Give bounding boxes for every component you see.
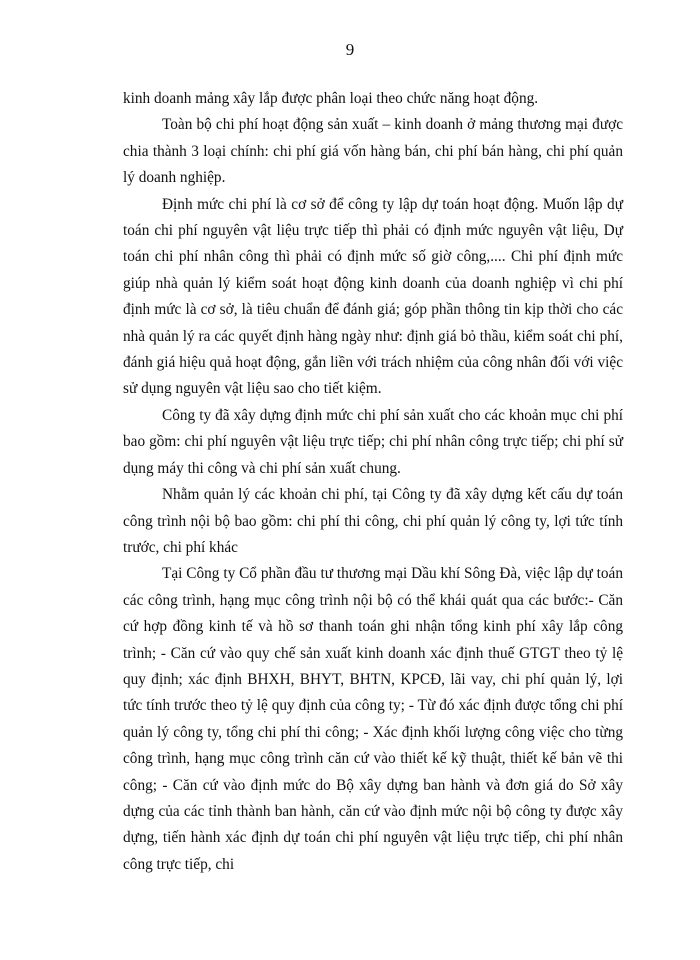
paragraph-cost-norms: Định mức chi phí là cơ sở để công ty lập dự toán hoạt động. Muốn lập dự toán chi phí nguyên vật liệu trực tiếp thì phải có định mức nguyên vật liệu, Dự toán chi phí nhân công thì phải có định mức số giờ công,.... Chi phí định mức giúp nhà quản lý kiểm soát hoạt động kinh doanh của doanh nghiệp vì chi phí định mức là cơ sở, là tiêu chuẩn để đánh giá; góp phần thông tin kịp thời cho các nhà quản lý ra các quyết định hàng ngày như: định giá bỏ thầu, kiểm soát chi phí, đánh giá hiệu quả hoạt động, gắn liền với trách nhiệm của công nhân đối với việc sử dụng nguyên vật liệu sao cho tiết kiệm. xyxy=(123,195,623,398)
paragraph-estimate-structure: Nhằm quản lý các khoản chi phí, tại Công ty đã xây dựng kết cấu dự toán công trình nội bộ bao gồm: chi phí thi công, chi phí quản lý công ty, lợi tức tính trước, chi phí khác xyxy=(123,486,623,556)
page-number: 9 xyxy=(345,40,355,59)
paragraph-estimate-steps: Tại Công ty Cổ phần đầu tư thương mại Dầu khí Sông Đà, việc lập dự toán các công trình, hạng mục công trình nội bộ có thể khái quát qua các bước:- Căn cứ hợp đồng kinh tế và hồ sơ thanh toán ghi nhận tổng kinh phí xây lắp công trình; - Căn cứ vào quy chế sản xuất kinh doanh xác định thuế GTGT theo tỷ lệ quy định; xác định BHXH, BHYT, BHTN, KPCĐ, lãi vay, chi phí quản lý, lợi tức tính trước theo tỷ lệ quy định của công ty; - Từ đó xác định được tổng chi phí quản lý công ty, tổng chi phí thi công; - Xác định khối lượng công việc cho từng công trình, hạng mục công trình căn cứ vào thiết kế kỹ thuật, thiết kế bản vẽ thi công; - Căn cứ vào định mức do Bộ xây dựng ban hành và đơn giá do Sở xây dựng của các tỉnh thành ban hành, căn cứ vào định mức nội bộ công ty được xây dựng, tiến hành xác định dự toán chi phí nguyên vật liệu trực tiếp, chi phí nhân công trực tiếp, chi xyxy=(123,565,623,873)
paragraph-continuation: kinh doanh mảng xây lắp được phân loại theo chức năng hoạt động. xyxy=(123,90,539,107)
body-text xyxy=(123,86,623,878)
paragraph-cost-classification: Toàn bộ chi phí hoạt động sản xuất – kinh doanh ở mảng thương mại được chia thành 3 loại chính: chi phí giá vốn hàng bán, chi phí bán hàng, chi phí quản lý doanh nghiệp. xyxy=(123,116,623,187)
paragraph-production-norms: Công ty đã xây dựng định mức chi phí sản xuất cho các khoản mục chi phí bao gồm: chi phí nguyên vật liệu trực tiếp; chi phí nhân công trực tiếp; chi phí sử dụng máy thi công và chi phí sản xuất chung. xyxy=(123,406,623,477)
